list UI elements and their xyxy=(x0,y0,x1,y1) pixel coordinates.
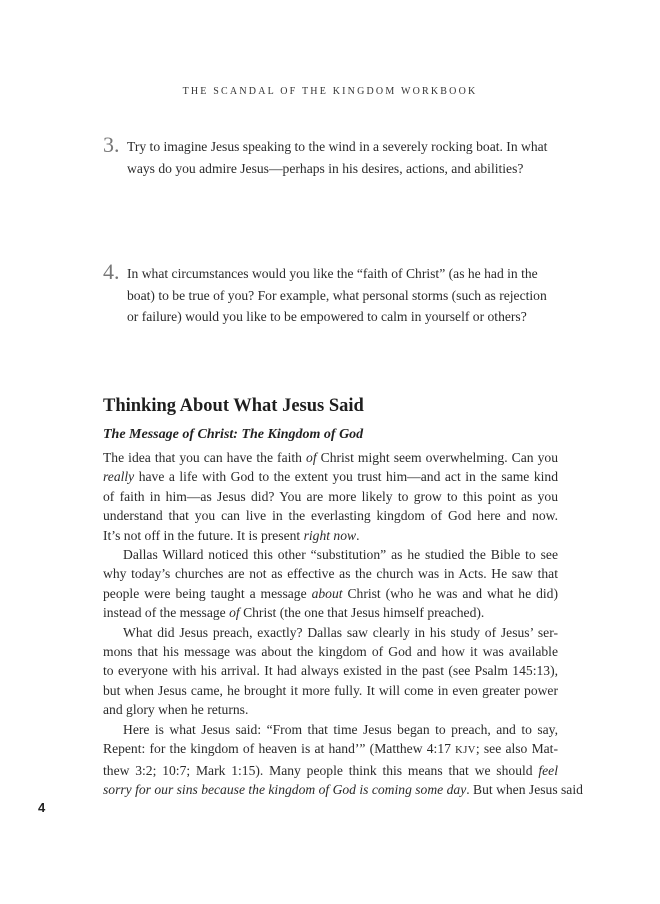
paragraph-4 xyxy=(103,720,583,800)
paragraph-1 xyxy=(103,448,558,545)
question-line: Try to imagine Jesus speaking to the wind in a severely rocking boat. In what xyxy=(127,139,548,154)
paragraph-2 xyxy=(103,545,558,623)
text-line: people were being taught a message about Christ (who he was and what he did) xyxy=(103,585,558,601)
question-line: boat) to be true of you? For example, what personal storms (such as rejection xyxy=(127,287,547,303)
text-line: Here is what Jesus said: “From that time Jesus began to preach, and to say, xyxy=(123,721,558,737)
text-line: why today’s churches are not as effective as the church was in Acts. He saw that xyxy=(103,566,558,582)
section-subheading: The Message of Christ: The Kingdom of God xyxy=(103,427,364,442)
question-text xyxy=(103,136,558,179)
question-line: ways do you admire Jesus—perhaps in his desires, actions, and abilities? xyxy=(127,160,524,176)
text-line: What did Jesus preach, exactly? Dallas saw clearly in his study of Jesus’ ser- xyxy=(123,624,558,640)
text-line: of faith in him—as Jesus did? You are more likely to grow to this point as you xyxy=(103,488,558,504)
text-line: sorry for our sins because the kingdom of God is coming some day. But when Jesus said xyxy=(103,781,583,797)
text-line: really have a life with God to the extent you trust him—and act in the same kind xyxy=(103,469,558,485)
text-line: The idea that you can have the faith of Christ might seem overwhelming. Can you xyxy=(103,450,558,465)
question-4 xyxy=(103,259,558,328)
text-line: mons that his message was about the kingdom of God and how it was available xyxy=(103,644,558,660)
body-text xyxy=(103,448,583,799)
section-heading: Thinking About What Jesus Said xyxy=(103,396,364,416)
text-line: thew 3:2; 10:7; Mark 1:15). Many people think this means that we should feel xyxy=(103,762,558,778)
running-head: THE SCANDAL OF THE KINGDOM WORKBOOK xyxy=(182,86,478,97)
text-line: understand that you can live in the everlasting kingdom of God here and now. xyxy=(103,508,558,524)
text-line: Repent: for the kingdom of heaven is at hand’” (Matthew 4:17 KJV; see also Mat- xyxy=(103,741,558,757)
text-line: but when Jesus came, he brought it more fully. It will come in even greater power xyxy=(103,682,558,698)
question-text xyxy=(103,263,558,328)
page-number: 4 xyxy=(38,800,46,815)
text-line: and glory when he returns. xyxy=(103,702,249,718)
text-line: instead of the message of Christ (the one that Jesus himself preached). xyxy=(103,605,485,621)
question-number: 3. xyxy=(103,132,120,157)
text-line: Dallas Willard noticed this other “substitution” as he studied the Bible to see xyxy=(123,547,558,563)
text-line: to everyone with his arrival. It had always existed in the past (see Psalm 145:13), xyxy=(103,663,558,679)
question-3 xyxy=(103,132,558,179)
text-line: It’s not off in the future. It is present right now. xyxy=(103,527,360,543)
question-number: 4. xyxy=(103,259,120,284)
paragraph-3 xyxy=(103,623,558,720)
question-line: or failure) would you like to be empowered to calm in yourself or others? xyxy=(127,309,527,324)
question-line: In what circumstances would you like the “faith of Christ” (as he had in the xyxy=(127,266,538,281)
